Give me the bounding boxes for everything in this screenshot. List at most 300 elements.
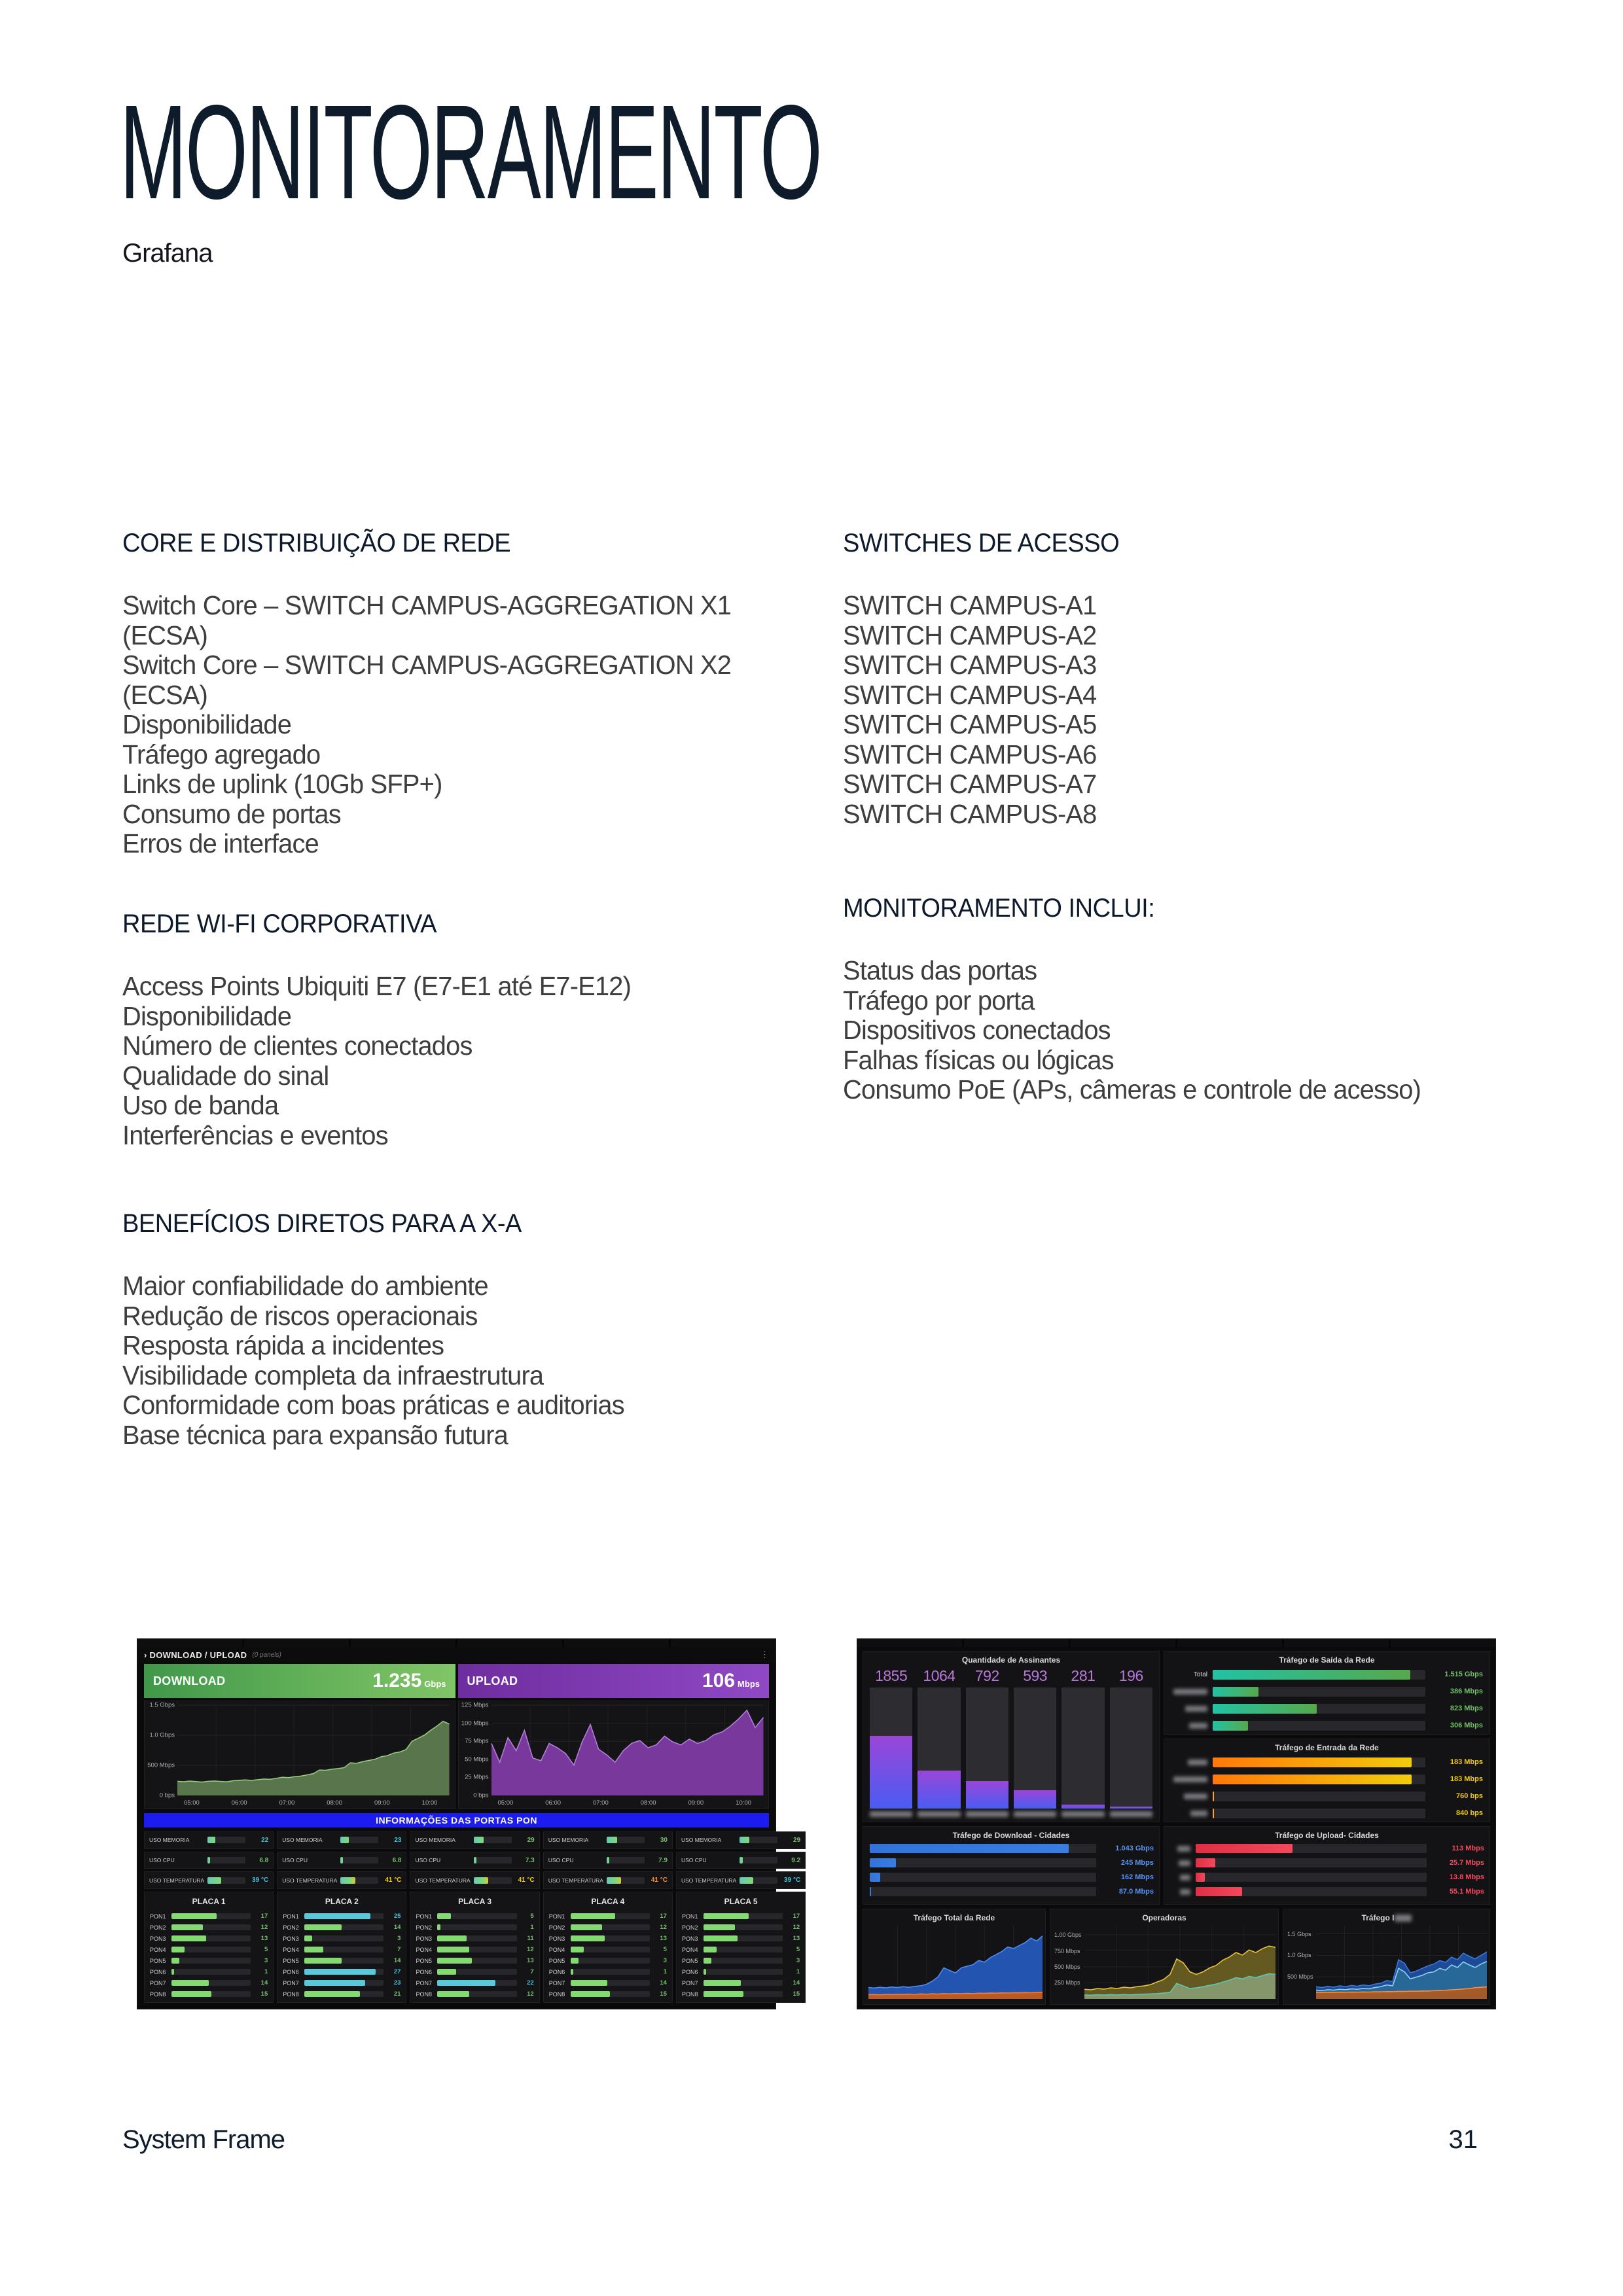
text-line: Tráfego por porta [843, 985, 1035, 1016]
hbar-row [863, 1856, 1159, 1870]
x-axis-tick: 07:00 [592, 1799, 609, 1807]
gauge-value: 7.3 [525, 1856, 535, 1864]
hbar-row [1164, 1771, 1489, 1788]
pon-value: 11 [527, 1935, 534, 1943]
kebab-menu-icon: ⋮ [760, 1650, 769, 1659]
pon-fill [171, 1980, 209, 1986]
text-line: Tráfego agregado [122, 739, 321, 769]
dashboard-body [857, 1647, 1495, 2009]
hbar-value: 1.515 Gbps [1444, 1670, 1483, 1678]
pon-fill [171, 1913, 217, 1919]
gauge-label: USO CPU [548, 1857, 574, 1863]
pon-fill [304, 1980, 365, 1986]
pon-fill [704, 1991, 743, 1997]
cpu-gauge [676, 1852, 806, 1869]
text-line: Conformidade com boas práticas e auditorias [122, 1390, 624, 1420]
operadoras-panel [1050, 1909, 1279, 2005]
gauge-value: 41 °C [385, 1877, 402, 1884]
gauge-fill [740, 1837, 749, 1843]
text-line: Dispositivos conectados [843, 1015, 1111, 1045]
hbar-value: 13.8 Mbps [1449, 1873, 1484, 1881]
y-axis-tick: 1.5 Gbps [1287, 1930, 1311, 1937]
bar-track [918, 1687, 960, 1809]
pon-row [416, 1933, 533, 1944]
pon-fill [704, 1958, 711, 1964]
y-axis-tick: 0 bps [159, 1792, 175, 1799]
dashboard-row-2 [863, 1826, 1490, 1905]
gauge-label: USO MEMORIA [282, 1837, 323, 1844]
hbar-row [1164, 1717, 1489, 1734]
upload-stat-panel [458, 1664, 770, 1698]
hbar-fill [1213, 1792, 1214, 1801]
y-axis-tick: 0 bps [473, 1792, 489, 1799]
pon-track [571, 1958, 650, 1964]
pon-label: PON3 [548, 1935, 565, 1942]
pon-value: 12 [660, 1924, 667, 1932]
bar-track [1061, 1687, 1104, 1809]
download-cidades-panel [863, 1826, 1160, 1905]
pon-row [150, 1966, 268, 1977]
text-line: Status das portas [843, 955, 1037, 985]
pon-fill [171, 1958, 179, 1964]
gauge-track [740, 1877, 777, 1884]
pon-track [704, 1958, 783, 1964]
pon-value: 23 [393, 1979, 401, 1987]
placa-title: PLACA 3 [458, 1897, 492, 1907]
pon-row [549, 1966, 667, 1977]
pon-track [171, 1913, 251, 1919]
traffic-bars-column [1164, 1651, 1490, 1822]
pon-board-column [277, 1831, 406, 2003]
x-axis-tick: 05:00 [497, 1799, 514, 1807]
gauge-label: USO TEMPERATURA [548, 1877, 603, 1884]
bar-fill [870, 1736, 912, 1809]
pon-label: PON8 [150, 1990, 166, 1998]
pon-track [304, 1935, 383, 1941]
y-axis-labels [1283, 1925, 1313, 1999]
pon-row [283, 1966, 401, 1977]
pon-fill [437, 1935, 466, 1941]
hbar-track [1196, 1873, 1427, 1882]
gauge-value: 29 [527, 1836, 535, 1844]
pon-value: 3 [663, 1957, 667, 1965]
pon-value: 1 [264, 1968, 268, 1976]
pon-label: PON1 [548, 1913, 565, 1920]
x-axis-tick: 06:00 [231, 1799, 247, 1807]
pon-label: PON8 [681, 1990, 698, 1998]
hbar-track [1213, 1687, 1425, 1697]
pon-fill [571, 1913, 616, 1919]
gauge-track [474, 1877, 512, 1884]
stat-label: DOWNLOAD [153, 1674, 226, 1687]
pon-fill [304, 1958, 342, 1964]
pon-fill [571, 1980, 608, 1986]
pon-label: PON2 [416, 1924, 432, 1931]
y-axis-tick: 250 Mbps [1054, 1979, 1080, 1987]
gauge-value: 41 °C [651, 1877, 668, 1884]
pon-track [304, 1969, 383, 1975]
panel-title: Operadoras [1142, 1913, 1186, 1922]
pon-track [304, 1958, 383, 1964]
pon-row [150, 1988, 268, 2000]
redacted-label [918, 1811, 960, 1817]
section-wifi [122, 910, 647, 1150]
gauge-value: 39 °C [784, 1877, 801, 1884]
section-body [122, 1271, 640, 1450]
pon-value: 21 [393, 1990, 401, 1998]
pon-value: 13 [660, 1935, 667, 1943]
pon-row [549, 1988, 667, 2000]
pon-track [571, 1969, 650, 1975]
pon-value: 13 [527, 1957, 534, 1965]
pon-track [437, 1935, 516, 1941]
pon-value: 13 [260, 1935, 268, 1943]
hbar-row [863, 1841, 1159, 1856]
pon-fill [704, 1969, 706, 1975]
y-axis-tick: 1.0 Gbps [149, 1731, 175, 1739]
stat-value: 106 [702, 1670, 736, 1691]
hbar-track [870, 1858, 1096, 1867]
bar-value: 281 [1071, 1667, 1096, 1684]
pon-row [283, 1955, 401, 1966]
pon-fill [437, 1980, 495, 1986]
pon-row [283, 1988, 401, 2000]
panel-title: Tráfego de Upload- Cidades [1275, 1831, 1379, 1840]
pon-label: PON2 [283, 1924, 299, 1931]
gauge-value: 41 °C [518, 1877, 535, 1884]
pon-label: PON7 [681, 1979, 698, 1987]
pon-label: PON6 [681, 1968, 698, 1975]
panel-title: Tráfego de Saída da Rede [1279, 1655, 1375, 1665]
hbar-label [1171, 1810, 1207, 1816]
gauge-value: 9.2 [791, 1856, 801, 1864]
pon-row [416, 1966, 533, 1977]
page-number: 31 [1448, 2125, 1478, 2154]
text-line: Base técnica para expansão futura [122, 1419, 508, 1450]
gauge-label: USO MEMORIA [149, 1837, 190, 1844]
redacted-label [1184, 1793, 1207, 1799]
hbar-value: 183 Mbps [1450, 1758, 1483, 1766]
upload-cidades-panel [1164, 1826, 1490, 1905]
y-axis-tick: 500 Mbps [1054, 1963, 1080, 1970]
plot-area [1084, 1925, 1275, 1999]
pon-fill [704, 1935, 738, 1941]
hbar-track [1196, 1858, 1427, 1867]
download-timeseries-panel [144, 1701, 455, 1809]
pon-label: PON6 [548, 1968, 565, 1975]
y-axis-labels [459, 1701, 491, 1799]
pon-label: PON2 [150, 1924, 166, 1931]
cpu-gauge [277, 1852, 406, 1869]
gauge-fill [207, 1877, 221, 1884]
pon-row [549, 1944, 667, 1955]
hbar-fill [1196, 1873, 1205, 1882]
bar-fill [966, 1781, 1008, 1809]
y-axis-tick: 75 Mbps [465, 1737, 489, 1745]
hbar-row [1164, 1805, 1489, 1822]
hbar-value: 386 Mbps [1450, 1687, 1483, 1695]
y-axis-tick: 125 Mbps [461, 1701, 489, 1709]
pon-track [437, 1924, 516, 1930]
bar-value: 1064 [923, 1667, 955, 1684]
redacted-title [1395, 1915, 1412, 1922]
pon-label: PON8 [548, 1990, 565, 1998]
text-line: (ECSA) [122, 679, 208, 710]
bar-value: 593 [1023, 1667, 1048, 1684]
pon-value: 1 [796, 1968, 800, 1976]
dashboard-row-1 [863, 1651, 1490, 1822]
redacted-label [1180, 1875, 1190, 1881]
text-line: Consumo de portas [122, 798, 341, 829]
hbar-label [1171, 1723, 1207, 1729]
section-body [843, 956, 1438, 1105]
text-line: Consumo PoE (APs, câmeras e controle de acesso) [843, 1074, 1421, 1104]
pon-label: PON1 [681, 1913, 698, 1920]
memory-gauge [543, 1831, 673, 1849]
download-stat-panel [144, 1664, 455, 1698]
pon-fill [704, 1947, 717, 1952]
hbar-row [1164, 1683, 1489, 1700]
pon-label: PON4 [548, 1946, 565, 1953]
pon-track [171, 1991, 251, 1997]
text-line: Número de clientes conectados [122, 1031, 473, 1061]
hbar-value: 162 Mbps [1120, 1873, 1154, 1881]
hbar-row [863, 1870, 1159, 1884]
dashboard-top-strip [857, 1639, 1495, 1647]
pon-track [437, 1913, 516, 1919]
gauge-value: 29 [793, 1836, 801, 1844]
pon-label: PON2 [681, 1924, 698, 1931]
pon-label: PON5 [681, 1957, 698, 1964]
bar-value: 196 [1118, 1667, 1143, 1684]
bar-fill [1014, 1790, 1056, 1809]
section-body [843, 591, 1133, 829]
pon-row [283, 1944, 401, 1955]
page-subtitle: Grafana [122, 239, 213, 268]
temperature-gauge [144, 1871, 274, 1889]
pon-row [416, 1922, 533, 1933]
pon-fill [571, 1958, 579, 1964]
text-line: SWITCH CAMPUS-A3 [843, 650, 1097, 680]
section-body [122, 972, 647, 1150]
hbar-value: 760 bps [1456, 1792, 1483, 1800]
pon-row [416, 1955, 533, 1966]
temperature-gauge [277, 1871, 406, 1889]
pon-track [171, 1980, 251, 1986]
hbar-label [1171, 1759, 1207, 1765]
pon-row [549, 1922, 667, 1933]
pon-label: PON4 [150, 1946, 166, 1953]
hbar-track [870, 1844, 1096, 1853]
footer-brand: System Frame [122, 2125, 285, 2154]
text-line: SWITCH CAMPUS-A4 [843, 679, 1097, 710]
stat-unit: Gbps [424, 1679, 446, 1689]
pon-row [150, 1911, 268, 1922]
hbar-row [1164, 1754, 1489, 1771]
download-area-chart [177, 1705, 450, 1795]
hbar-value: 183 Mbps [1450, 1775, 1483, 1783]
gauge-track [340, 1837, 378, 1843]
cpu-gauge [543, 1852, 673, 1869]
hbar-track [870, 1873, 1096, 1882]
redacted-label [1061, 1811, 1104, 1817]
pon-label: PON2 [548, 1924, 565, 1931]
section-heading: REDE WI-FI CORPORATIVA [122, 910, 437, 938]
gauge-fill [207, 1837, 215, 1843]
bar-fill [1061, 1805, 1104, 1809]
gauge-value: 7.9 [658, 1856, 668, 1864]
pon-row [416, 1944, 533, 1955]
pon-value: 3 [397, 1935, 401, 1943]
pon-value: 5 [796, 1946, 800, 1954]
bar-value-labels [863, 1666, 1159, 1685]
bar-track [1014, 1687, 1056, 1809]
panel-title: Tráfego I [1283, 1909, 1489, 1924]
pon-label: PON5 [150, 1957, 166, 1964]
trafego-ip-area-chart [1316, 1925, 1487, 1999]
y-axis-labels [1050, 1925, 1082, 1999]
pon-track [171, 1958, 251, 1964]
bar-fill [918, 1771, 960, 1809]
gauge-track [207, 1857, 245, 1863]
memory-gauge [277, 1831, 406, 1849]
hbar-label [1171, 1875, 1190, 1881]
hbar-label [1171, 1860, 1190, 1866]
pon-track [571, 1924, 650, 1930]
gauge-track [340, 1857, 378, 1863]
pon-label: PON4 [283, 1946, 299, 1953]
grafana-dashboard-pon-screenshot [137, 1639, 801, 2009]
pon-row [682, 1911, 800, 1922]
gauge-track [607, 1877, 645, 1884]
hbar-label [1171, 1689, 1207, 1695]
pon-value: 14 [393, 1924, 401, 1932]
upload-timeseries-panel [458, 1701, 770, 1809]
cpu-gauge [144, 1852, 274, 1869]
upload-area-chart [491, 1705, 764, 1795]
pon-row [549, 1933, 667, 1944]
pon-fill [304, 1935, 312, 1941]
pon-track [304, 1991, 383, 1997]
placa-title: PLACA 2 [325, 1897, 359, 1907]
pon-value: 14 [660, 1979, 667, 1987]
hbar-value: 113 Mbps [1452, 1845, 1484, 1852]
gauge-fill [607, 1857, 609, 1863]
hbar-row [863, 1884, 1159, 1899]
page-title: MONITORAMENTO [120, 77, 821, 227]
plot-area [491, 1705, 764, 1795]
placa-panel [676, 1892, 806, 2003]
section-heading: CORE E DISTRIBUIÇÃO DE REDE [122, 529, 511, 557]
redacted-label [1014, 1811, 1056, 1817]
stat-value: 1.235 [372, 1670, 422, 1691]
hbar-value: 1.043 Gbps [1115, 1845, 1154, 1852]
gauge-track [607, 1857, 645, 1863]
pon-label: PON5 [416, 1957, 432, 1964]
gauge-label: USO TEMPERATURA [415, 1877, 471, 1884]
pon-label: PON3 [681, 1935, 698, 1942]
pon-row [549, 1977, 667, 1988]
pon-board-column [676, 1831, 806, 2003]
pon-label: PON6 [150, 1968, 166, 1975]
pon-row [150, 1933, 268, 1944]
hbar-track [870, 1887, 1096, 1896]
row-title: › DOWNLOAD / UPLOAD [144, 1650, 247, 1660]
gauge-label: USO TEMPERATURA [681, 1877, 737, 1884]
plot-area [1316, 1925, 1487, 1999]
x-axis-labels [177, 1799, 450, 1807]
text-line: Redução de riscos operacionais [122, 1300, 478, 1331]
redacted-label [1180, 1889, 1190, 1895]
pon-board-column [410, 1831, 539, 2003]
assinantes-panel [863, 1651, 1160, 1822]
pon-value: 12 [260, 1924, 268, 1932]
y-axis-tick: 750 Mbps [1054, 1947, 1080, 1954]
bar-value: 1855 [875, 1667, 908, 1684]
pon-track [171, 1924, 251, 1930]
text-line: Switch Core – SWITCH CAMPUS-AGGREGATION X2 [122, 650, 732, 680]
pon-row [682, 1966, 800, 1977]
grafana-dashboard-rede-screenshot [857, 1639, 1495, 2009]
text-line: Disponibilidade [122, 1000, 292, 1031]
hbar-track [1213, 1809, 1425, 1818]
hbar-value: 55.1 Mbps [1449, 1888, 1484, 1896]
pon-label: PON3 [283, 1935, 299, 1942]
pon-track [304, 1980, 383, 1986]
hbar-row [1164, 1856, 1489, 1870]
placa-panel [277, 1892, 406, 2003]
gauge-track [740, 1837, 777, 1843]
redacted-label [1173, 1776, 1207, 1782]
pon-track [704, 1980, 783, 1986]
pon-row [682, 1977, 800, 1988]
pon-label: PON4 [681, 1946, 698, 1953]
pon-label: PON8 [416, 1990, 432, 1998]
pon-fill [437, 1924, 440, 1930]
pon-value: 14 [393, 1957, 401, 1965]
x-axis-tick: 09:00 [688, 1799, 704, 1807]
pon-info-banner: INFORMAÇÕES DAS PORTAS PON [144, 1813, 769, 1828]
gauge-track [207, 1837, 245, 1843]
memory-gauge [144, 1831, 274, 1849]
text-line: Disponibilidade [122, 709, 292, 739]
pon-label: PON1 [283, 1913, 299, 1920]
text-line: Erros de interface [122, 828, 319, 858]
hbar-label [1171, 1793, 1207, 1799]
pon-label: PON4 [416, 1946, 432, 1953]
pon-value: 3 [796, 1957, 800, 1965]
stat-panels-row [137, 1663, 776, 1698]
pon-label: PON7 [416, 1979, 432, 1987]
hbar-value: 245 Mbps [1120, 1859, 1154, 1867]
gauge-track [340, 1877, 378, 1884]
text-line: SWITCH CAMPUS-A2 [843, 620, 1097, 650]
pon-value: 7 [530, 1968, 534, 1976]
gauge-label: USO MEMORIA [681, 1837, 722, 1844]
hbar-fill [870, 1858, 896, 1867]
placa-title: PLACA 5 [724, 1897, 758, 1907]
pon-row [682, 1988, 800, 2000]
timeseries-row [137, 1698, 776, 1809]
trafego-ip-panel [1283, 1909, 1490, 2005]
pon-label: PON5 [548, 1957, 565, 1964]
pon-label: PON5 [283, 1957, 299, 1964]
pon-fill [571, 1947, 584, 1952]
x-axis-tick: 08:00 [327, 1799, 342, 1807]
redacted-label [1110, 1811, 1152, 1817]
pon-board-column [543, 1831, 673, 2003]
redacted-label [1185, 1706, 1207, 1712]
